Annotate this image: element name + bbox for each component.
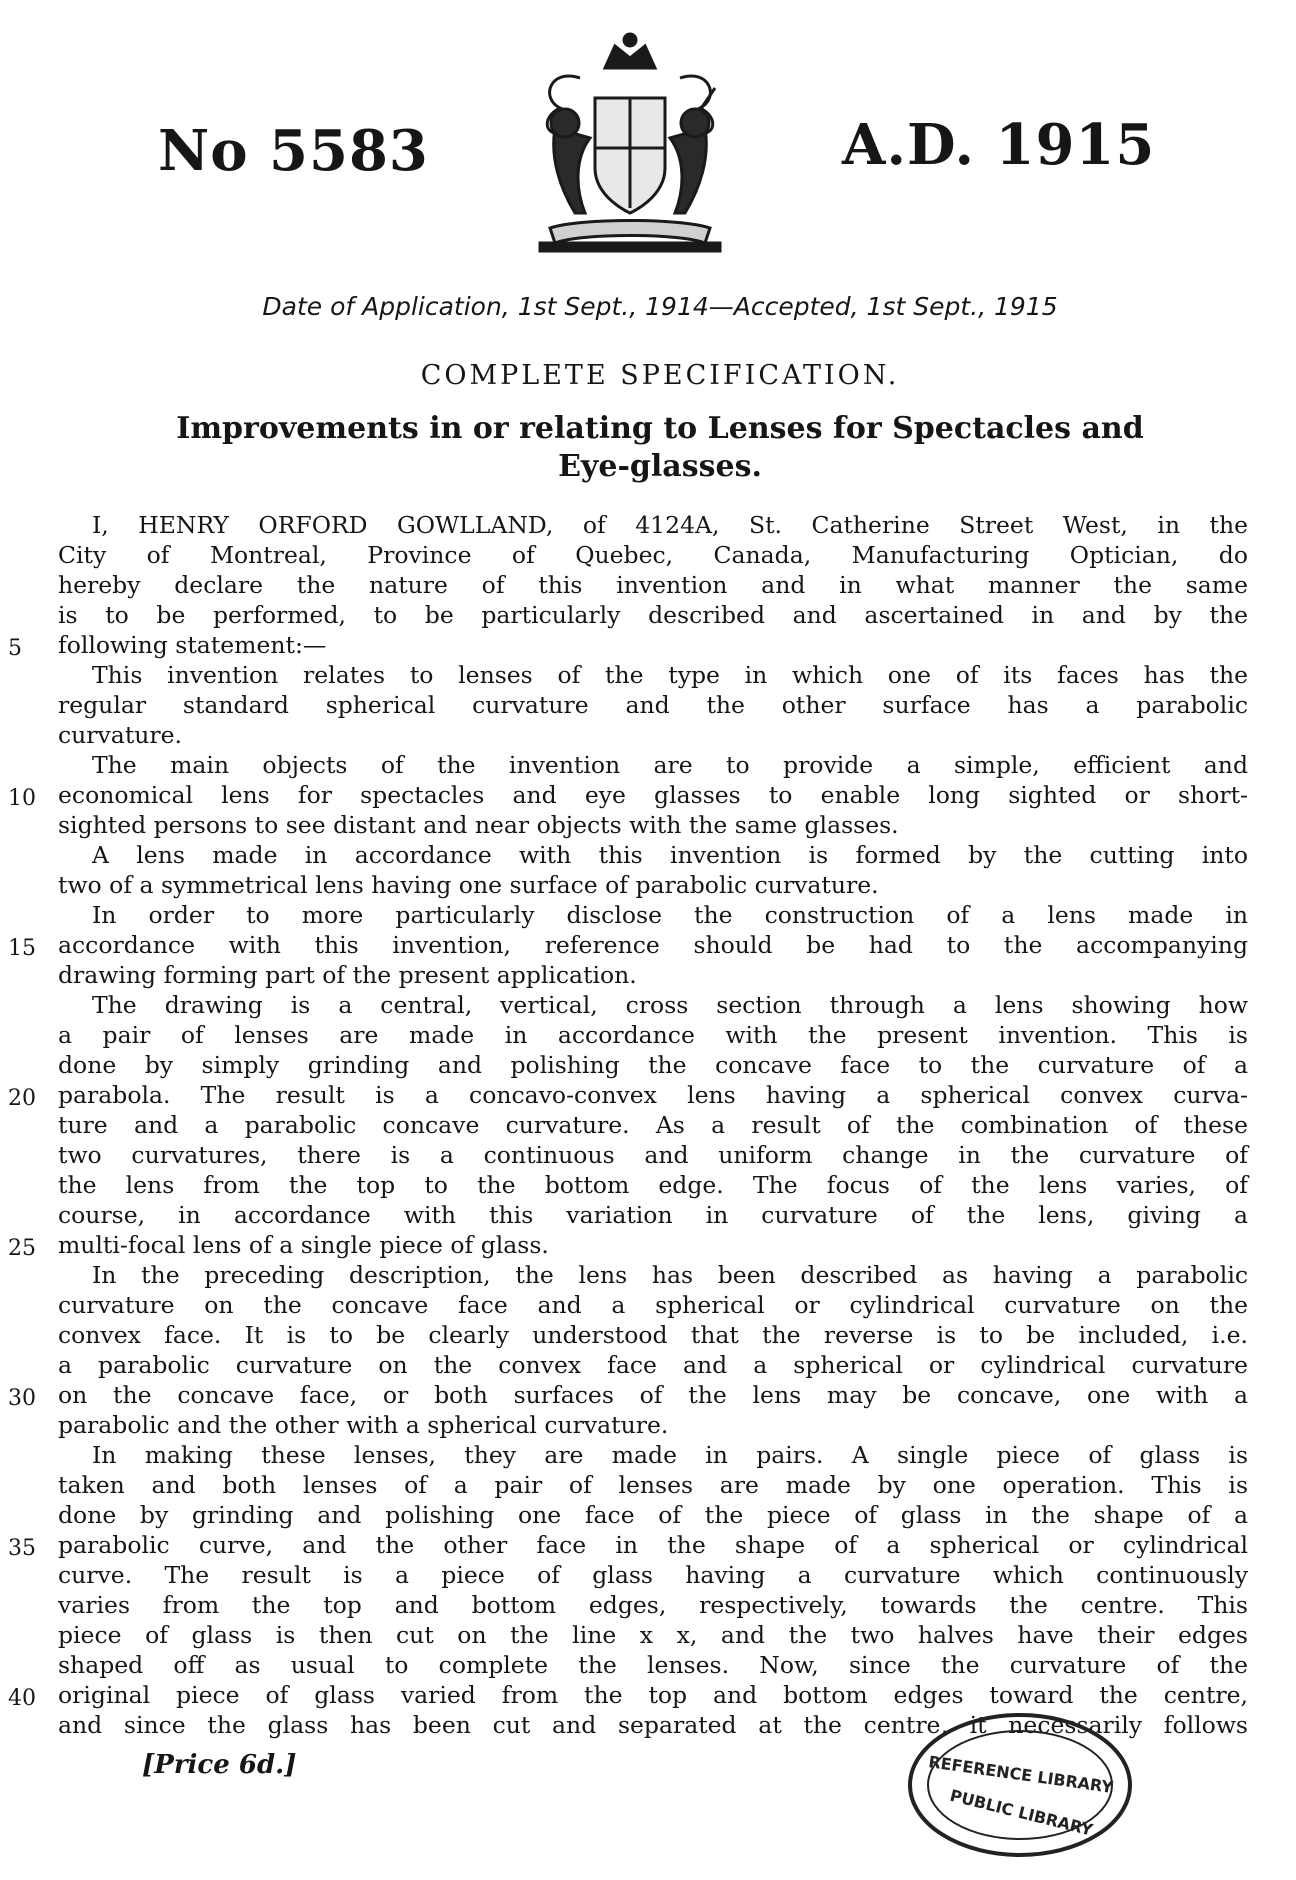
text-line [58,1110,1248,1140]
text-line [58,600,1248,630]
text-line [8,1080,1248,1111]
text-line [58,1410,1248,1440]
price-label: [Price 6d.] [142,1750,297,1780]
text-line [58,1320,1248,1350]
application-date-line: Date of Application, 1st Sept., 1914—Accepted, 1st Sept., 1915 [262,292,1058,321]
line-text: done by simply grinding and polishing the concave face to the curvature of a [58,1051,1248,1079]
stamp-line-2: PUBLIC LIBRARY [947,1785,1095,1840]
line-number: 25 [8,1236,36,1261]
patent-title [80,410,1240,486]
specification-body [8,510,1248,1740]
text-line [58,690,1248,720]
text-line [58,1470,1248,1500]
line-text: on the concave face, or both surfaces of the lens may be concave, one with a [58,1381,1248,1409]
line-text: The main objects of the invention are to provide a simple, efficient and [92,751,1248,779]
line-text: is to be performed, to be particularly described and ascertained in and by the [58,601,1248,629]
line-text: City of Montreal, Province of Quebec, Canada, Manufacturing Optician, do [58,541,1248,569]
line-text: curvature. [58,721,183,749]
text-line [58,1290,1248,1320]
line-text: following statement:— [58,631,327,659]
line-text: two curvatures, there is a continuous and uniform change in the curvature of [58,1141,1248,1169]
title-line-2: Eye-glasses. [558,449,762,484]
line-text: This invention relates to lenses of the type in which one of its faces has the [92,661,1248,689]
line-text: sighted persons to see distant and near objects with the same glasses. [58,811,899,839]
line-text: taken and both lenses of a pair of lenses are made by one operation. This is [58,1471,1248,1499]
line-text: In the preceding description, the lens has been described as having a parabolic [92,1261,1248,1289]
text-line [58,840,1248,870]
text-line [8,1380,1248,1411]
text-line [8,1230,1248,1261]
line-text: drawing forming part of the present application. [58,961,637,989]
text-line [58,570,1248,600]
line-text: economical lens for spectacles and eye glasses to enable long sighted or short- [58,781,1248,809]
line-text: curvature on the concave face and a spherical or cylindrical curvature on the [58,1291,1248,1319]
line-text: varies from the top and bottom edges, respectively, towards the centre. This [58,1591,1248,1619]
line-text: two of a symmetrical lens having one surface of parabolic curvature. [58,871,879,899]
line-text: I, HENRY ORFORD GOWLLAND, of 4124A, St. Catherine Street West, in the [92,511,1248,539]
line-text: In order to more particularly disclose the construction of a lens made in [92,901,1248,929]
text-line [58,1350,1248,1380]
line-number: 40 [8,1686,36,1711]
line-text: and since the glass has been cut and separated at the centre, it necessarily follows [58,1711,1248,1739]
text-line [58,1020,1248,1050]
line-text: parabolic curve, and the other face in the shape of a spherical or cylindrical [58,1531,1248,1559]
text-line [8,630,1248,661]
line-text: ture and a parabolic concave curvature. As a result of the combination of these [58,1111,1248,1139]
text-line [58,1650,1248,1680]
line-text: regular standard spherical curvature and the other surface has a parabolic [58,691,1248,719]
text-line [58,510,1248,540]
text-line [58,1200,1248,1230]
text-line [58,1050,1248,1080]
line-text: In making these lenses, they are made in pairs. A single piece of glass is [92,1441,1248,1469]
text-line [58,660,1248,690]
line-text: accordance with this invention, reference should be had to the accompanying [58,931,1248,959]
line-number: 10 [8,786,36,811]
stamp-line-1: REFERENCE LIBRARY [927,1752,1115,1797]
line-text: a pair of lenses are made in accordance with the present invention. This is [58,1021,1248,1049]
specification-heading: COMPLETE SPECIFICATION. [420,360,900,391]
title-line-1: Improvements in or relating to Lenses for Spectacles and [176,411,1144,446]
text-line [58,1560,1248,1590]
text-line [58,1500,1248,1530]
line-text: a parabolic curvature on the convex face and a spherical or cylindrical curvature [58,1351,1248,1379]
text-line [58,1140,1248,1170]
text-line [58,1590,1248,1620]
text-line [58,870,1248,900]
text-line [8,1530,1248,1561]
line-number: 35 [8,1536,36,1561]
text-line [8,780,1248,811]
text-line [58,990,1248,1020]
line-text: convex face. It is to be clearly understood that the reverse is to be included, i.e. [58,1321,1248,1349]
text-line [58,960,1248,990]
text-line [58,1260,1248,1290]
text-line [58,540,1248,570]
line-text: The drawing is a central, vertical, cross section through a lens showing how [92,991,1248,1019]
text-line [58,900,1248,930]
line-text: the lens from the top to the bottom edge. The focus of the lens varies, of [58,1171,1248,1199]
text-line [8,930,1248,961]
line-text: parabola. The result is a concavo-convex lens having a spherical convex curva- [58,1081,1248,1109]
line-text: done by grinding and polishing one face of the piece of glass in the shape of a [58,1501,1248,1529]
patent-year: A.D. 1915 [842,112,1156,178]
library-stamp [900,1700,1140,1870]
line-text: piece of glass is then cut on the line x x, and the two halves have their edges [58,1621,1248,1649]
line-text: parabolic and the other with a spherical curvature. [58,1411,669,1439]
line-text: multi-focal lens of a single piece of glass. [58,1231,549,1259]
line-text: course, in accordance with this variation in curvature of the lens, giving a [58,1201,1248,1229]
line-number: 20 [8,1086,36,1111]
royal-coat-of-arms-icon [520,28,740,258]
text-line [58,1440,1248,1470]
line-number: 15 [8,936,36,961]
text-line [58,1620,1248,1650]
line-text: curve. The result is a piece of glass having a curvature which continuously [58,1561,1248,1589]
line-number: 5 [8,636,22,661]
line-text: hereby declare the nature of this invention and in what manner the same [58,571,1248,599]
line-number: 30 [8,1386,36,1411]
text-line [58,1170,1248,1200]
text-line [58,720,1248,750]
line-text: shaped off as usual to complete the lenses. Now, since the curvature of the [58,1651,1248,1679]
text-line [58,810,1248,840]
patent-number: No 5583 [158,118,429,184]
line-text: original piece of glass varied from the top and bottom edges toward the centre, [58,1681,1248,1709]
line-text: A lens made in accordance with this invention is formed by the cutting into [92,841,1248,869]
text-line [58,750,1248,780]
